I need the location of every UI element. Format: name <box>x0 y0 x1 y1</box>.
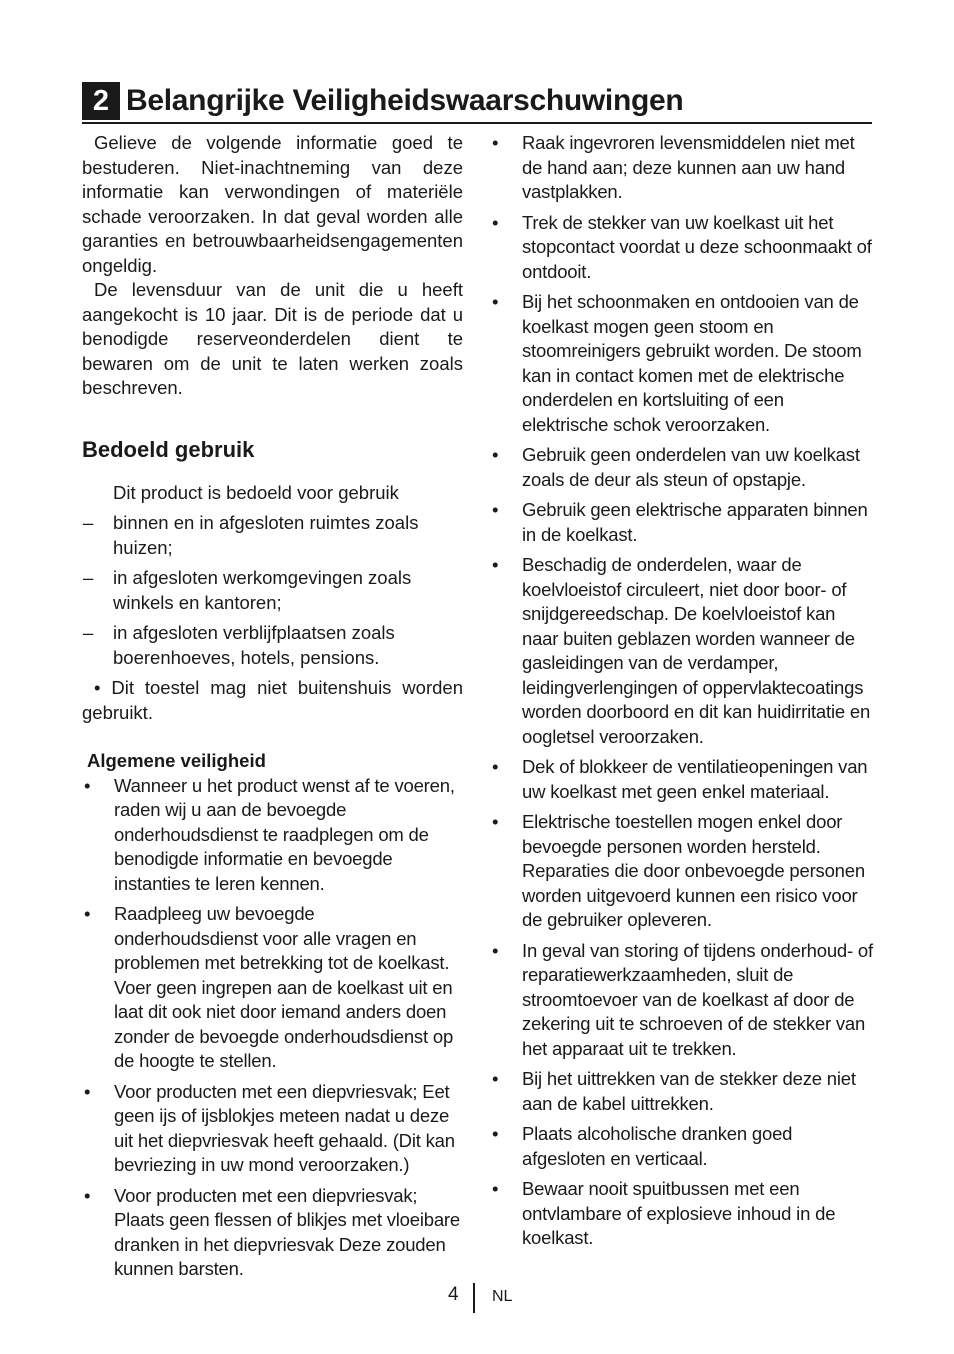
list-item-text: Trek de stekker van uw koelkast uit het stopcontact voordat u deze schoonmaakt of ontdooit. <box>522 211 872 282</box>
bullet-marker: • <box>84 1080 91 1102</box>
list-item <box>490 1122 874 1171</box>
intro-paragraph: Gelieve de volgende informatie goed te bestuderen. Niet-inachtneming van deze informatie kan verwondingen of materiële schade veroorzaken. In dat geval worden alle garanties en betrouwbaarheidsengagementen ongeldig. <box>82 132 463 276</box>
list-item <box>82 1184 463 1282</box>
list-item <box>490 498 874 547</box>
list-item <box>82 902 463 1074</box>
list-item-text: in afgesloten werkomgevingen zoals winkels en kantoren; <box>113 567 412 613</box>
list-item <box>490 755 874 804</box>
list-item <box>490 131 874 205</box>
intended-use-heading: Bedoeld gebruik <box>82 436 255 462</box>
page-footer <box>0 1283 954 1313</box>
list-item-text: Raadpleeg uw bevoegde onderhoudsdienst voor alle vragen en problemen met betrekking tot de koelkast. Voer geen ingrepen aan de koelkast uit en laat dit ook niet door iemand anders doen zonder de bevoegde onderhoudsdienst op de hoogte te stellen. <box>114 903 454 1071</box>
list-item <box>490 810 874 933</box>
bullet-marker: • <box>492 554 499 575</box>
bullet-marker: • <box>492 132 499 153</box>
right-column <box>490 131 874 1257</box>
list-item <box>82 774 463 897</box>
list-item <box>490 290 874 437</box>
bullet-marker: • <box>492 1178 499 1199</box>
list-item <box>490 553 874 749</box>
bullet-marker: • <box>84 903 91 924</box>
list-item <box>490 939 874 1062</box>
bullet-marker: • <box>492 1068 499 1089</box>
page-number: 4 <box>448 1284 459 1305</box>
list-item-text: Plaats alcoholische dranken goed afgesloten en verticaal. <box>522 1123 793 1169</box>
chapter-header <box>82 80 872 124</box>
bullet-marker: • <box>84 774 91 796</box>
list-item-text: Gebruik geen elektrische apparaten binnen in de koelkast. <box>522 499 868 545</box>
list-item <box>82 566 463 615</box>
list-item-text: In geval van storing of tijdens onderhoud- of reparatiewerkzaamheden, sluit de stroomtoevoer van de koelkast af door de zekering uit te schroeven of de stekker van het apparaat uit te trekken. <box>522 939 873 1059</box>
list-item-text: Beschadig de onderdelen, waar de koelvloeistof circuleert, niet door boor- of snijdgereedschap. De koelvloeistof kan naar buiten geblazen worden wanneer de gasleidingen van de verdamper, leidingverlengingen of oppervlaktecoatings worden doorboord en dit kan huidirritatie en oogletsel veroorzaken. <box>522 554 871 747</box>
chapter-number: 2 <box>82 82 120 120</box>
list-item-text: in afgesloten verblijfplaatsen zoals boerenhoeves, hotels, pensions. <box>113 622 395 668</box>
bullet-marker: • <box>492 211 499 233</box>
bullet-marker: • <box>492 811 499 832</box>
list-item <box>82 621 463 670</box>
intended-use-lead: Dit product is bedoeld voor gebruik <box>113 481 399 503</box>
list-item <box>490 443 874 492</box>
language-code: NL <box>492 1288 513 1305</box>
lifespan-paragraph: De levensduur van de unit die u heeft aangekocht is 10 jaar. Dit is de periode dat u benodigde reserveonderdelen dient te bewaren om de unit te laten werken zoals beschreven. <box>82 279 463 398</box>
bullet-marker: • <box>492 291 499 312</box>
bullet-marker: • <box>492 444 499 465</box>
list-item <box>490 211 874 285</box>
list-item-text: Bewaar nooit spuitbussen met een ontvlambare of explosieve inhoud in de koelkast. <box>522 1178 836 1248</box>
list-item <box>490 1067 874 1116</box>
dash-marker: – <box>83 512 94 533</box>
list-item-text: Voor producten met een diepvriesvak; Plaats geen flessen of blikjes met vloeibare dranken in het diepvriesvak Deze zouden kunnen barsten. <box>114 1184 460 1279</box>
list-item-text: Voor producten met een diepvriesvak; Eet geen ijs of ijsblokjes meteen nadat u deze uit het diepvriesvak heeft gehaald. (Dit kan bevriezing in uw mond veroorzaken.) <box>114 1080 455 1175</box>
general-safety-heading: Algemene veiligheid <box>87 750 266 771</box>
list-item <box>82 1080 463 1178</box>
chapter-title: Belangrijke Veiligheidswaarschuwingen <box>126 84 684 117</box>
bullet-marker: • <box>492 499 499 520</box>
dash-marker: – <box>83 622 94 643</box>
list-item-text: Gebruik geen onderdelen van uw koelkast zoals de deur als steun of opstapje. <box>522 444 860 490</box>
list-item-text: Dek of blokkeer de ventilatieopeningen van uw koelkast met geen enkel materiaal. <box>522 756 868 802</box>
list-item-text: Raak ingevroren levensmiddelen niet met de hand aan; deze kunnen aan uw hand vastplakken. <box>522 132 855 202</box>
bullet-marker: • <box>492 756 499 777</box>
footer-divider <box>473 1283 475 1313</box>
list-item-text: binnen en in afgesloten ruimtes zoals huizen; <box>113 512 419 558</box>
bullet-marker: • <box>84 1184 91 1206</box>
list-item <box>82 511 463 560</box>
list-item-text: Bij het uittrekken van de stekker deze niet aan de kabel uittrekken. <box>522 1068 856 1114</box>
outdoor-note: • Dit toestel mag niet buitenshuis worden gebruikt. <box>82 677 463 723</box>
list-item <box>490 1177 874 1251</box>
left-column <box>82 131 463 1288</box>
list-item-text: Elektrische toestellen mogen enkel door bevoegde personen worden hersteld. Reparaties die door onbevoegde personen worden uitgevoerd kunnen een risico voor de gebruiker opleveren. <box>522 811 865 930</box>
bullet-marker: • <box>492 939 499 961</box>
bullet-marker: • <box>492 1123 499 1144</box>
list-item-text: Bij het schoonmaken en ontdooien van de koelkast mogen geen stoom en stoomreinigers gebruikt worden. De stoom kan in contact komen met de elektrische onderdelen en kortsluiting of een elektrische schok veroorzaken. <box>522 291 862 435</box>
list-item-text: Wanneer u het product wenst af te voeren, raden wij u aan de bevoegde onderhoudsdienst te raadplegen om de benodigde informatie en bevoegde instanties te leren kennen. <box>114 774 455 894</box>
dash-marker: – <box>83 567 94 588</box>
